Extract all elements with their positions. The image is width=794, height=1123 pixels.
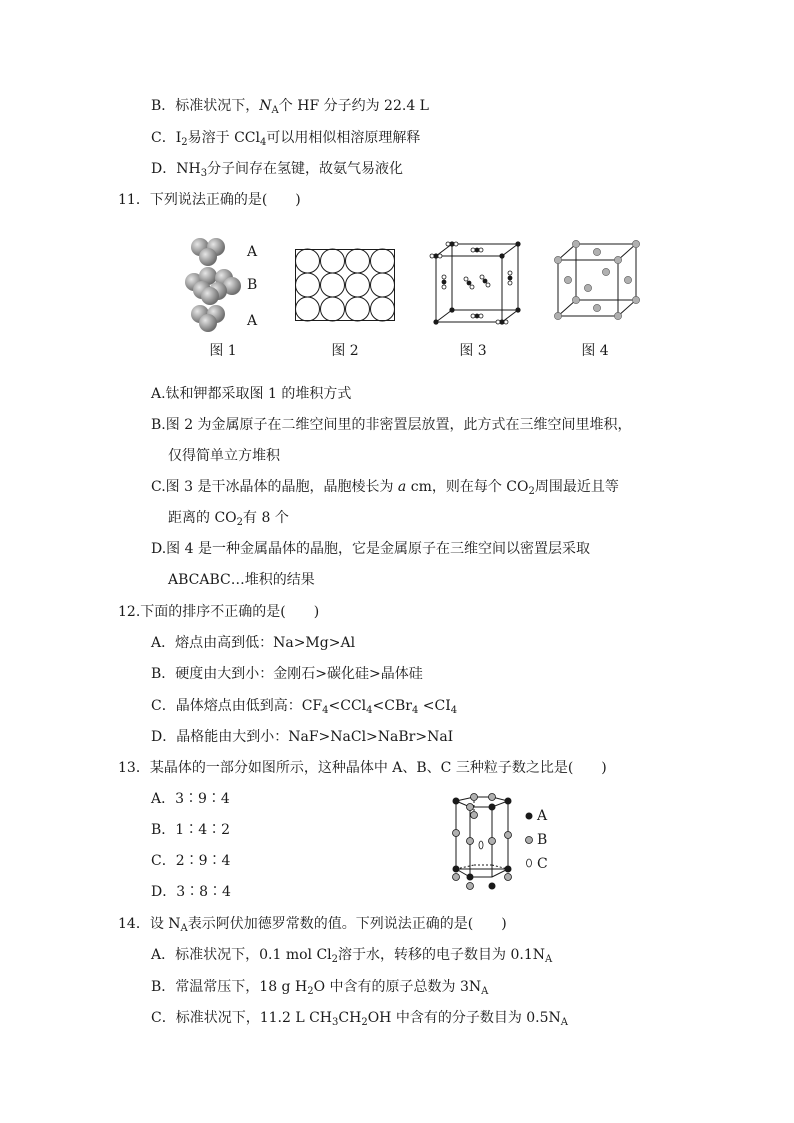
layer-b [185, 267, 241, 305]
q13-option-c: C．2∶9∶4 [151, 853, 231, 869]
fig3-dry-ice-cell-diagram [430, 238, 525, 328]
q14-stem: 14．设 $N_A$表示阿伏加德罗常数的值。下列说法正确的是( ) [118, 916, 507, 934]
q10-option-b: B．标准状况下，$N_A$个 HF 分子约为 22.4 L [151, 98, 429, 116]
q11-stem: 11．下列说法正确的是( ) [118, 192, 301, 208]
fig2-caption: 图 2 [331, 343, 359, 359]
q11-option-c-line2: 距离的 $CO_2$有 8 个 [168, 510, 289, 528]
q13-stem: 13．某晶体的一部分如图所示，这种晶体中 A、B、C 三种粒子数之比是( ) [118, 760, 607, 776]
q11-option-b-line2: 仅得简单立方堆积 [168, 448, 280, 464]
q13-legend-a-label: A [537, 808, 548, 824]
q11-option-b-line1: B.图 2 为金属原子在二维空间里的非密置层放置，此方式在三维空间里堆积， [151, 417, 632, 433]
q11-option-d-line2: ABCABC…堆积的结果 [168, 572, 315, 588]
q11-option-a: A.钛和钾都采取图 1 的堆积方式 [151, 386, 352, 402]
fig3-caption: 图 3 [459, 343, 487, 359]
fig2-square-layer-diagram [295, 249, 395, 321]
q13-legend-b-label: B [537, 832, 548, 848]
q13-option-d: D．3∶8∶4 [151, 884, 231, 900]
q13-legend-c-dot [524, 857, 534, 869]
fig4-caption: 图 4 [581, 343, 609, 359]
q14-option-c: C．标准状况下，11.2 L $CH_3CH_2OH$ 中含有的分子数目为 $0.5N_A$ [151, 1010, 569, 1028]
fig1-caption: 图 1 [209, 343, 237, 359]
q13-legend-b-dot [524, 835, 534, 845]
fig4-metal-cell-diagram [552, 238, 642, 322]
q13-option-b: B．1∶4∶2 [151, 822, 231, 838]
layer-a-top [191, 238, 225, 266]
q13-legend-c-label: C [537, 856, 548, 872]
q14-option-b: B．常温常压下，18 g $H_2O$ 中含有的原子总数为 $3N_A$ [151, 979, 489, 997]
q12-option-a: A．熔点由高到低：Na>Mg>Al [151, 635, 356, 651]
fig1-stacking-diagram [180, 234, 280, 334]
fig1-label-a-bottom: A [247, 313, 258, 329]
q10-option-c: C．$I_2$易溶于 CCl$_4$可以用相似相溶原理解释 [151, 130, 421, 148]
q12-stem: 12.下面的排序不正确的是( ) [118, 604, 320, 620]
q11-option-d-line1: D.图 4 是一种金属晶体的晶胞，它是金属原子在三维空间以密置层采取 [151, 541, 590, 557]
q13-prism-diagram [448, 793, 524, 891]
q13-option-a: A．3∶9∶4 [151, 791, 230, 807]
fig1-label-a-top: A [247, 244, 258, 260]
q12-option-b: B．硬度由大到小：金刚石>碳化硅>晶体硅 [151, 666, 423, 682]
layer-a-bottom [191, 305, 225, 332]
q14-option-a: A．标准状况下，0.1 mol $Cl_2$溶于水，转移的电子数目为 $0.1N_A$ [151, 947, 553, 965]
q12-option-d: D．晶格能由大到小：NaF>NaCl>NaBr>NaI [151, 729, 454, 745]
q11-option-c-line1: C.图 3 是干冰晶体的晶胞，晶胞棱长为 a cm，则在每个 $CO_2$周围最近且等 [151, 479, 619, 497]
q10-option-d: D．$NH_3$分子间存在氢键，故氨气易液化 [151, 161, 404, 179]
q12-option-c: C．晶体熔点由低到高：$CF_4<CCl_4<CBr_4 <CI_4$ [151, 698, 458, 716]
q13-legend-a-dot [524, 811, 534, 821]
fig1-label-b: B [247, 277, 258, 293]
